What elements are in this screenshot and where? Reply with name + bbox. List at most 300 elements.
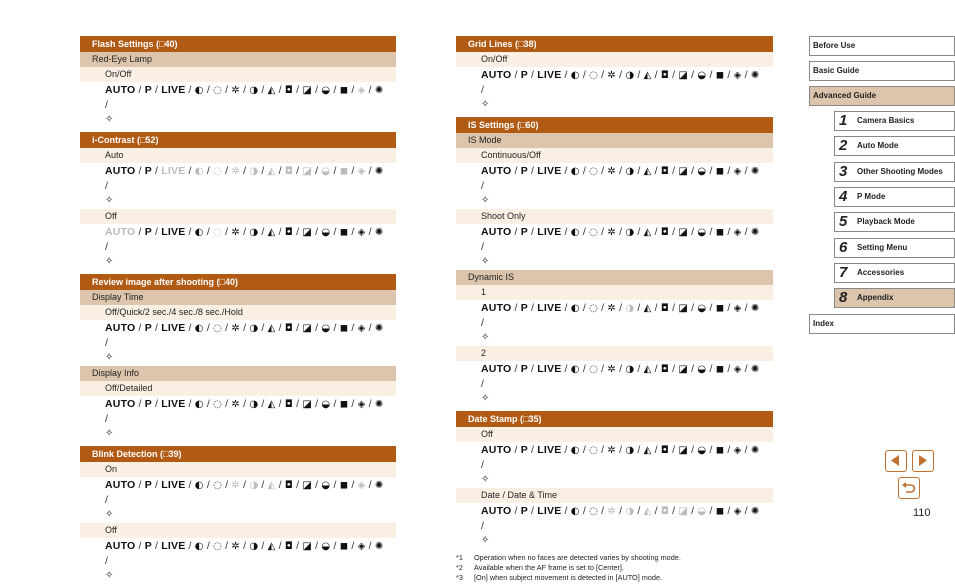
mode-icon: LIVE [537, 302, 562, 314]
mode-icon: LIVE [161, 540, 186, 552]
mode-icon: P [144, 540, 152, 552]
mode-separator: / [527, 505, 538, 517]
mode-separator: / [275, 540, 285, 552]
mode-icon: ◒ [697, 445, 707, 456]
mode-icon: ✺ [750, 166, 760, 177]
mode-icon: ✲ [231, 85, 240, 96]
mode-separator: / [105, 494, 109, 506]
mode-separator: / [275, 165, 285, 177]
mode-icon: ◘ [284, 480, 294, 491]
mode-icon: P [144, 398, 152, 410]
mode-separator: / [151, 479, 162, 491]
mode-separator: / [185, 84, 195, 96]
mode-icon: ◌ [589, 70, 599, 81]
mode-separator: / [511, 226, 521, 238]
mode-separator: / [511, 363, 521, 375]
mode-icon: LIVE [161, 322, 186, 334]
mode-icon: ✧ [481, 535, 490, 546]
mode-icon: ◼ [715, 445, 725, 456]
mode-separator: / [185, 479, 195, 491]
mode-icon: AUTO [105, 165, 136, 177]
mode-separator: / [579, 505, 590, 517]
mode-separator: / [203, 84, 214, 96]
mode-separator: / [598, 302, 608, 314]
footnote [456, 563, 773, 573]
section-heading: Date Stamp (□35) [456, 411, 773, 427]
mode-separator: / [312, 540, 322, 552]
mode-icon: ◘ [660, 70, 670, 81]
mode-separator: / [330, 226, 340, 238]
mode-separator: / [669, 69, 679, 81]
mode-icon: ◼ [339, 399, 349, 410]
mode-separator: / [185, 322, 195, 334]
mode-separator: / [598, 69, 608, 81]
mode-separator: / [275, 398, 285, 410]
mode-separator: / [330, 479, 340, 491]
sidebar-chapter[interactable] [834, 111, 955, 131]
mode-icon: ◑ [249, 541, 259, 552]
mode-icon: ✲ [607, 364, 616, 375]
mode-separator: / [275, 226, 285, 238]
mode-icon: ◘ [660, 506, 670, 517]
mode-separator: / [527, 363, 538, 375]
mode-separator: / [511, 165, 521, 177]
mode-separator: / [203, 322, 214, 334]
sidebar-chapter[interactable] [834, 136, 955, 156]
setting-option: 2 [456, 346, 773, 361]
mode-icon: ✲ [231, 399, 240, 410]
mode-separator: / [258, 322, 268, 334]
mode-separator: / [481, 180, 485, 192]
mode-icon: ◐ [570, 303, 580, 314]
mode-separator: / [634, 226, 644, 238]
mode-separator: / [561, 302, 571, 314]
mode-separator: / [669, 165, 679, 177]
mode-separator: / [741, 69, 751, 81]
mode-icon: ◭ [643, 303, 652, 314]
mode-separator: / [330, 322, 340, 334]
mode-separator: / [481, 378, 485, 390]
mode-separator: / [185, 398, 195, 410]
section-heading: IS Settings (□60) [456, 117, 773, 133]
mode-icon: ◑ [625, 364, 635, 375]
sidebar-chapter[interactable] [834, 187, 955, 207]
mode-separator: / [579, 444, 590, 456]
mode-separator: / [688, 363, 698, 375]
setting-option: Off [456, 427, 773, 442]
mode-separator: / [135, 84, 145, 96]
mode-separator: / [312, 322, 322, 334]
sidebar-chapter[interactable] [834, 162, 955, 182]
mode-icon: P [144, 479, 152, 491]
mode-icon: ✧ [481, 256, 490, 267]
mode-icon: ◘ [660, 445, 670, 456]
mode-separator: / [239, 398, 250, 410]
mode-separator: / [579, 302, 590, 314]
chapter-number: 4 [839, 187, 848, 205]
mode-icon: ✲ [231, 323, 240, 334]
mode-icon: ◑ [625, 70, 635, 81]
mode-separator: / [222, 226, 232, 238]
mode-icon: ◑ [249, 227, 259, 238]
mode-separator: / [348, 479, 358, 491]
section-heading: Flash Settings (□40) [80, 36, 396, 52]
mode-separator: / [724, 226, 734, 238]
mode-separator: / [239, 540, 250, 552]
mode-icon: ◘ [284, 323, 294, 334]
mode-icon: ✲ [607, 506, 616, 517]
mode-separator: / [105, 555, 109, 567]
mode-separator: / [365, 84, 375, 96]
mode-icon: P [144, 165, 152, 177]
mode-icon: ◘ [660, 303, 670, 314]
mode-separator: / [239, 479, 250, 491]
mode-separator: / [330, 84, 340, 96]
mode-separator: / [203, 540, 214, 552]
mode-icon: P [144, 322, 152, 334]
chapter-number: 1 [839, 112, 848, 129]
mode-separator: / [706, 226, 716, 238]
mode-icon: ✺ [374, 227, 384, 238]
footnote [456, 573, 773, 583]
mode-icon: ✺ [374, 480, 384, 491]
mode-icon: ◪ [678, 303, 689, 314]
mode-separator: / [651, 363, 661, 375]
mode-separator: / [258, 84, 268, 96]
mode-separator: / [312, 398, 322, 410]
mode-icon: LIVE [537, 363, 562, 375]
mode-icon: LIVE [537, 69, 562, 81]
mode-icon: P [520, 444, 528, 456]
mode-separator: / [741, 505, 751, 517]
mode-icon: ✺ [374, 85, 384, 96]
mode-icon: ◑ [249, 323, 259, 334]
mode-separator: / [651, 302, 661, 314]
mode-separator: / [135, 479, 145, 491]
mode-separator: / [258, 398, 268, 410]
mode-icon: LIVE [161, 84, 186, 96]
mode-separator: / [348, 226, 358, 238]
shooting-modes [456, 163, 773, 209]
shooting-modes [80, 82, 396, 128]
section-heading: Review image after shooting (□40) [80, 274, 396, 290]
mode-icon: ◘ [284, 166, 294, 177]
mode-separator: / [724, 165, 734, 177]
mode-separator: / [561, 363, 571, 375]
mode-icon: LIVE [161, 398, 186, 410]
mode-icon: AUTO [105, 540, 136, 552]
mode-icon: ✺ [750, 70, 760, 81]
chapter-label: P Mode [857, 191, 886, 201]
mode-separator: / [135, 165, 145, 177]
setting-option: On/Off [456, 52, 773, 67]
mode-separator: / [706, 69, 716, 81]
page-number: 110 [913, 507, 931, 519]
mode-separator: / [185, 540, 195, 552]
mode-separator: / [688, 444, 698, 456]
chapter-label: Playback Mode [857, 217, 915, 227]
shooting-modes [456, 361, 773, 407]
section-heading: i-Contrast (□52) [80, 132, 396, 148]
mode-separator: / [724, 444, 734, 456]
mode-separator: / [688, 165, 698, 177]
mode-separator: / [527, 69, 538, 81]
sidebar-tab[interactable]: Advanced Guide [809, 86, 955, 106]
mode-icon: P [520, 363, 528, 375]
mode-separator: / [615, 302, 626, 314]
mode-separator: / [348, 398, 358, 410]
mode-separator: / [151, 84, 162, 96]
mode-icon: ◌ [213, 323, 223, 334]
mode-separator: / [615, 363, 626, 375]
next-page-button[interactable] [912, 450, 934, 472]
sidebar-index[interactable]: Index [809, 314, 955, 334]
mode-separator: / [203, 226, 214, 238]
shooting-modes [456, 300, 773, 346]
mode-separator: / [688, 302, 698, 314]
setting-option: 1 [456, 285, 773, 300]
mode-icon: ◐ [194, 323, 204, 334]
sidebar-chapter[interactable] [834, 263, 955, 283]
mode-icon: ✧ [105, 256, 114, 267]
mode-icon: ◐ [194, 399, 204, 410]
mode-icon: ◈ [357, 541, 366, 552]
mode-separator: / [724, 302, 734, 314]
mode-separator: / [258, 165, 268, 177]
mode-icon: ✲ [607, 445, 616, 456]
mode-separator: / [511, 302, 521, 314]
mode-icon: ◑ [249, 480, 259, 491]
mode-icon: ✺ [750, 506, 760, 517]
mode-icon: ◪ [678, 70, 689, 81]
triangle-left-icon [886, 451, 905, 470]
mode-separator: / [615, 505, 626, 517]
mode-icon: ◭ [267, 399, 276, 410]
left-column [80, 36, 396, 584]
mode-separator: / [105, 180, 109, 192]
mode-icon: ◪ [302, 480, 313, 491]
mode-icon: ◌ [589, 227, 599, 238]
mode-icon: ✲ [607, 70, 616, 81]
chapter-number: 5 [839, 213, 848, 231]
mode-icon: ◘ [660, 227, 670, 238]
mode-separator: / [634, 302, 644, 314]
mode-icon: ◈ [733, 227, 742, 238]
mode-icon: ✧ [105, 114, 114, 125]
chapter-label: Accessories [857, 267, 905, 277]
mode-icon: ◑ [249, 399, 259, 410]
mode-icon: ◑ [625, 506, 635, 517]
mode-separator: / [481, 241, 485, 253]
mode-icon: ◼ [715, 166, 725, 177]
mode-icon: ✲ [231, 166, 240, 177]
mode-separator: / [741, 302, 751, 314]
mode-icon: ◌ [589, 303, 599, 314]
setting-option: Date / Date & Time [456, 488, 773, 503]
mode-icon: AUTO [105, 84, 136, 96]
mode-icon: ✲ [607, 303, 616, 314]
mode-separator: / [634, 505, 644, 517]
mode-icon: ✧ [105, 428, 114, 439]
mode-separator: / [651, 165, 661, 177]
mode-separator: / [634, 444, 644, 456]
prev-page-button[interactable] [885, 450, 907, 472]
mode-icon: P [520, 69, 528, 81]
mode-icon: ◼ [339, 166, 349, 177]
mode-separator: / [365, 226, 375, 238]
sidebar-chapter[interactable] [834, 288, 955, 308]
mode-icon: ◈ [357, 227, 366, 238]
mode-separator: / [258, 479, 268, 491]
mode-separator: / [706, 444, 716, 456]
shooting-modes [80, 538, 396, 584]
mode-icon: ✺ [374, 323, 384, 334]
mode-icon: P [520, 165, 528, 177]
setting-name: Display Info [80, 366, 396, 381]
mode-icon: ◒ [321, 323, 331, 334]
footnote-text: Available when the AF frame is set to [Center]. [474, 563, 624, 572]
mode-icon: ◈ [733, 445, 742, 456]
mode-separator: / [348, 322, 358, 334]
mode-icon: ✧ [105, 570, 114, 581]
shooting-modes [80, 163, 396, 209]
mode-separator: / [258, 226, 268, 238]
setting-option: Auto [80, 148, 396, 163]
mode-separator: / [688, 69, 698, 81]
mode-icon: ◑ [625, 445, 635, 456]
mode-separator: / [293, 226, 303, 238]
mode-icon: ◭ [267, 227, 276, 238]
mode-icon: ✧ [105, 352, 114, 363]
chapter-label: Other Shooting Modes [857, 166, 943, 176]
chapter-label: Appendix [857, 293, 894, 303]
mode-icon: ◈ [733, 303, 742, 314]
mode-separator: / [634, 165, 644, 177]
return-button[interactable] [898, 477, 920, 499]
mode-separator: / [706, 363, 716, 375]
mode-icon: ◭ [643, 445, 652, 456]
shooting-modes [456, 442, 773, 488]
mode-icon: ◒ [321, 227, 331, 238]
mode-icon: AUTO [105, 398, 136, 410]
mode-icon: ◐ [570, 70, 580, 81]
mode-separator: / [598, 226, 608, 238]
mode-icon: ◑ [625, 227, 635, 238]
mode-icon: ◘ [284, 541, 294, 552]
chapter-label: Camera Basics [857, 116, 915, 125]
mode-icon: ◈ [733, 506, 742, 517]
mode-icon: ◈ [357, 166, 366, 177]
shooting-modes [80, 320, 396, 366]
mode-separator: / [598, 165, 608, 177]
mode-icon: ◒ [697, 364, 707, 375]
mode-icon: LIVE [537, 226, 562, 238]
mode-separator: / [561, 444, 571, 456]
footnote-key: *1 [456, 553, 463, 562]
mode-separator: / [222, 165, 232, 177]
mode-icon: ◘ [660, 166, 670, 177]
mode-icon: ◒ [697, 303, 707, 314]
mode-separator: / [561, 69, 571, 81]
sidebar-chapter[interactable] [834, 212, 955, 232]
sidebar-chapter[interactable] [834, 238, 955, 258]
mode-icon: ◪ [302, 541, 313, 552]
mode-separator: / [724, 69, 734, 81]
footnote [456, 553, 773, 563]
mode-separator: / [669, 505, 679, 517]
mode-icon: ◑ [249, 166, 259, 177]
mode-icon: ◪ [302, 323, 313, 334]
mode-icon: LIVE [537, 505, 562, 517]
mode-icon: ◐ [194, 227, 204, 238]
shooting-modes [456, 67, 773, 113]
mode-separator: / [275, 84, 285, 96]
mode-separator: / [481, 84, 485, 96]
mode-icon: ◒ [697, 227, 707, 238]
mode-icon: ◪ [302, 227, 313, 238]
setting-option: Shoot Only [456, 209, 773, 224]
setting-name: Dynamic IS [456, 270, 773, 285]
mode-separator: / [669, 363, 679, 375]
mode-icon: ◈ [357, 399, 366, 410]
mode-icon: ◌ [589, 506, 599, 517]
mode-separator: / [348, 165, 358, 177]
mode-separator: / [481, 459, 485, 471]
mode-separator: / [275, 479, 285, 491]
footnote-text: Operation when no faces are detected varies by shooting mode. [474, 553, 681, 562]
mode-icon: AUTO [481, 505, 512, 517]
mode-separator: / [706, 165, 716, 177]
mode-icon: ◭ [643, 506, 652, 517]
mode-icon: AUTO [481, 444, 512, 456]
mode-icon: ◐ [570, 506, 580, 517]
mode-icon: ◐ [194, 541, 204, 552]
chapter-label: Setting Menu [857, 242, 908, 252]
sidebar-tab[interactable]: Basic Guide [809, 61, 955, 81]
mode-separator: / [348, 84, 358, 96]
mode-separator: / [203, 479, 214, 491]
mode-separator: / [222, 322, 232, 334]
mode-icon: ✧ [481, 393, 490, 404]
mode-separator: / [669, 226, 679, 238]
mode-icon: ◼ [715, 364, 725, 375]
setting-option: On/Off [80, 67, 396, 82]
sidebar-tab[interactable]: Before Use [809, 36, 955, 56]
mode-icon: ◌ [213, 399, 223, 410]
mode-icon: ◭ [267, 166, 276, 177]
mode-separator: / [151, 398, 162, 410]
mode-separator: / [365, 479, 375, 491]
mode-separator: / [481, 520, 485, 532]
mode-separator: / [615, 69, 626, 81]
chapter-label: Auto Mode [857, 141, 899, 151]
mode-icon: ✺ [750, 445, 760, 456]
mode-separator: / [293, 322, 303, 334]
mode-icon: ◑ [625, 166, 635, 177]
mode-separator: / [105, 413, 109, 425]
mode-icon: ◪ [678, 364, 689, 375]
setting-option: On [80, 462, 396, 477]
mode-icon: ◐ [194, 85, 204, 96]
mode-separator: / [135, 322, 145, 334]
setting-option: Off [80, 209, 396, 224]
mode-icon: ◈ [357, 85, 366, 96]
mode-icon: ◪ [678, 166, 689, 177]
mode-icon: ✺ [374, 166, 384, 177]
mode-icon: ◈ [733, 70, 742, 81]
setting-name: Display Time [80, 290, 396, 305]
mode-separator: / [365, 398, 375, 410]
